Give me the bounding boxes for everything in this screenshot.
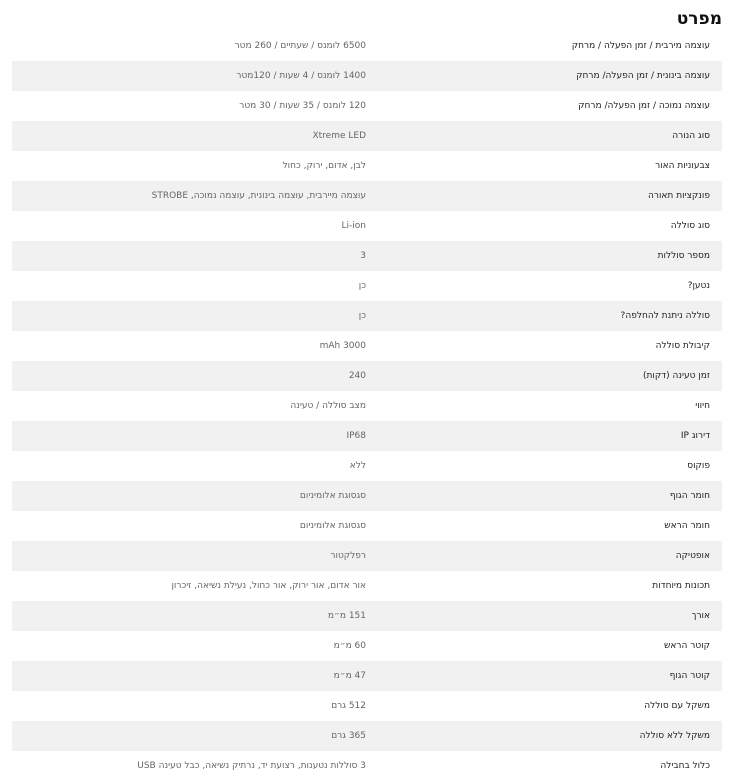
spec-value: 3 bbox=[360, 251, 366, 261]
spec-row bbox=[12, 421, 722, 451]
spec-label: אורך bbox=[691, 611, 710, 621]
spec-row bbox=[12, 691, 722, 721]
spec-label: אופטיקה bbox=[675, 551, 710, 561]
spec-value: 47 מ״מ bbox=[333, 671, 366, 681]
spec-label: סוג הנורה bbox=[672, 131, 710, 141]
spec-value: סגסוגת אלומיניום bbox=[299, 521, 366, 531]
spec-label: עוצמה נמוכה / זמן הפעלה/ מרחק bbox=[578, 101, 710, 111]
spec-value: 6500 לומנס / שעתיים / 260 מטר bbox=[234, 41, 366, 51]
spec-row bbox=[12, 451, 722, 481]
spec-row bbox=[12, 481, 722, 511]
spec-label: דירוג IP bbox=[680, 431, 710, 441]
spec-label: חומר הראש bbox=[664, 521, 710, 531]
spec-row bbox=[12, 241, 722, 271]
spec-table bbox=[12, 31, 722, 781]
spec-value: עוצמה מיירבית, עוצמה בינונית, עוצמה נמוכה, STROBE bbox=[151, 191, 366, 201]
spec-row bbox=[12, 721, 722, 751]
spec-label: חיווי bbox=[695, 401, 710, 411]
spec-label: סוללה ניתנת להחלפה? bbox=[620, 311, 710, 321]
spec-row bbox=[12, 361, 722, 391]
spec-value: אור אדום, אור ירוק, אור כחול, נעילת נשיאה, זיכרון bbox=[171, 581, 366, 591]
spec-row bbox=[12, 511, 722, 541]
spec-value: mAh 3000 bbox=[319, 341, 366, 351]
spec-row bbox=[12, 601, 722, 631]
spec-value: כן bbox=[358, 311, 366, 321]
spec-row bbox=[12, 541, 722, 571]
spec-value: 151 מ״מ bbox=[327, 611, 366, 621]
spec-label: זמן טעינה (דקות) bbox=[642, 371, 710, 381]
spec-value: 240 bbox=[348, 371, 366, 381]
spec-label: פוקוס bbox=[687, 461, 710, 471]
spec-label: עוצמה מירבית / זמן הפעלה / מרחק bbox=[571, 41, 710, 51]
spec-row bbox=[12, 301, 722, 331]
spec-label: פונקציות תאורה bbox=[648, 191, 710, 201]
spec-row bbox=[12, 181, 722, 211]
spec-value: 512 גרם bbox=[331, 701, 366, 711]
spec-value: 60 מ״מ bbox=[333, 641, 366, 651]
spec-row bbox=[12, 211, 722, 241]
spec-row bbox=[12, 271, 722, 301]
spec-value: מצב סוללה / טעינה bbox=[290, 401, 366, 411]
spec-value: Li-ion bbox=[341, 221, 366, 231]
spec-row bbox=[12, 331, 722, 361]
spec-row bbox=[12, 661, 722, 691]
spec-value: 365 גרם bbox=[331, 731, 366, 741]
spec-label: מספר סוללות bbox=[657, 251, 710, 261]
spec-label: עוצמה בינונית / זמן הפעלה/ מרחק bbox=[576, 71, 710, 81]
spec-label: תכונות מיוחדות bbox=[652, 581, 710, 591]
spec-label: קיבולת סוללה bbox=[655, 341, 710, 351]
spec-row bbox=[12, 61, 722, 91]
spec-row bbox=[12, 91, 722, 121]
spec-row bbox=[12, 31, 722, 61]
spec-row bbox=[12, 571, 722, 601]
spec-value: 1400 לומנס / 4 שעות / 120מטר bbox=[236, 71, 366, 81]
spec-row bbox=[12, 391, 722, 421]
spec-title: מפרט bbox=[676, 9, 722, 29]
spec-row bbox=[12, 121, 722, 151]
spec-label: צבעוניות האור bbox=[655, 161, 710, 171]
spec-value: סגסוגת אלומיניום bbox=[299, 491, 366, 501]
spec-value: כן bbox=[358, 281, 366, 291]
spec-label: משקל ללא סוללה bbox=[639, 731, 710, 741]
spec-label: סוג סוללה bbox=[670, 221, 710, 231]
spec-row bbox=[12, 151, 722, 181]
spec-label: משקל עם סוללה bbox=[644, 701, 710, 711]
spec-label: נטען? bbox=[687, 281, 710, 291]
spec-row bbox=[12, 631, 722, 661]
spec-label: קוטר הגוף bbox=[669, 671, 710, 681]
spec-value: 120 לומנס / 35 שעות / 30 מטר bbox=[239, 101, 366, 111]
spec-value: 3 סוללות נטענות, רצועת יד, נרתיק נשיאה, כבל טעינה USB bbox=[137, 761, 366, 771]
spec-row bbox=[12, 751, 722, 781]
spec-value: רפלקטור bbox=[330, 551, 366, 561]
spec-value: לבן, אדום, ירוק, כחול bbox=[282, 161, 366, 171]
spec-label: קוטר הראש bbox=[664, 641, 710, 651]
spec-value: IP68 bbox=[346, 431, 366, 441]
spec-label: חומר הגוף bbox=[669, 491, 710, 501]
spec-label: כלול בחבילה bbox=[660, 761, 710, 771]
spec-value: ללא bbox=[349, 461, 366, 471]
spec-value: Xtreme LED bbox=[312, 131, 366, 141]
